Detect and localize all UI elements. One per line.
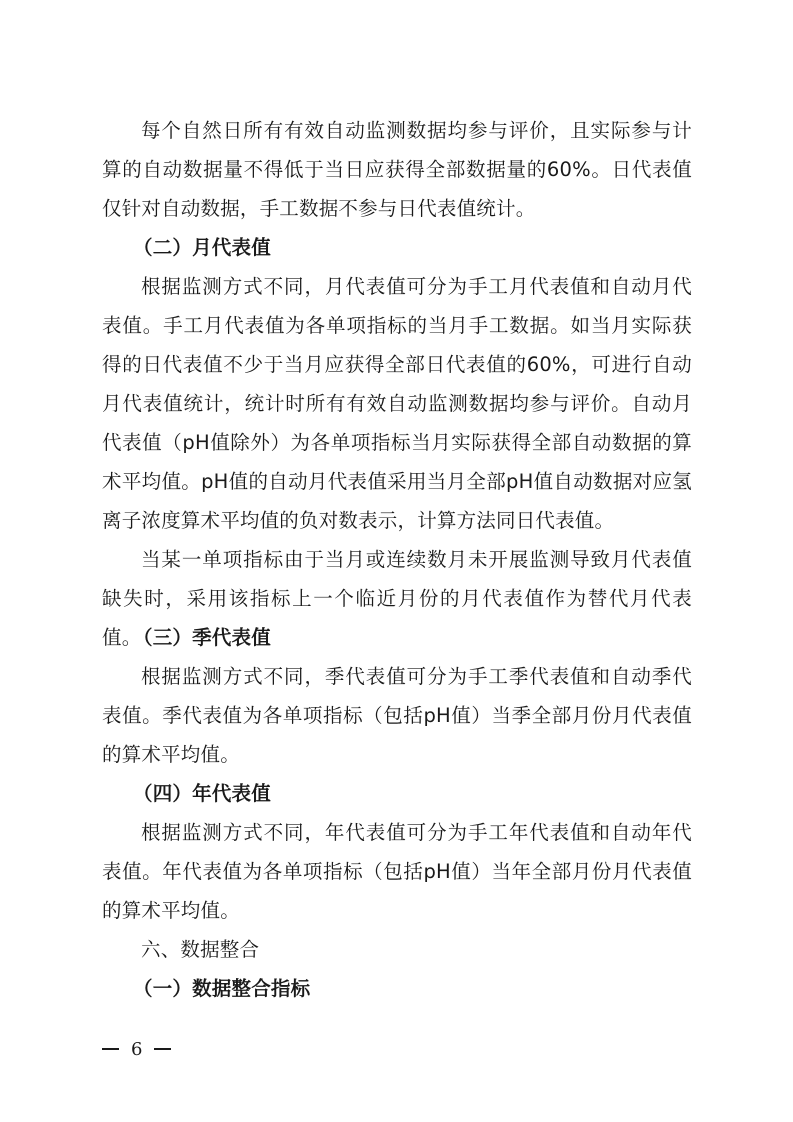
paragraph-daily-evaluation: 每个自然日所有有效自动监测数据均参与评价，且实际参与计算的自动数据量不得低于当日应获得全部数据量的60%。日代表值仅针对自动数据，手工数据不参与日代表值统计。 bbox=[102, 119, 692, 220]
heading-quarterly-value: （三）季代表值 bbox=[133, 626, 271, 649]
heading-monthly-value: （二）月代表值 bbox=[133, 236, 271, 259]
page-number-value: 6 bbox=[131, 1038, 143, 1060]
page-number-left-dash bbox=[102, 1048, 119, 1050]
page-number bbox=[102, 1034, 171, 1064]
heading-data-integration-indicators: （一）数据整合指标 bbox=[133, 977, 311, 1000]
paragraph-missing-monthly: 当某一单项指标由于当月或连续数月未开展监测导致月代表值缺失时，采用该指标上一个临近月份的月代表值作为替代月代表值。 bbox=[102, 548, 692, 649]
paragraph-quarterly-value: 根据监测方式不同，季代表值可分为手工季代表值和自动季代表值。季代表值为各单项指标（包括pH值）当季全部月份月代表值的算术平均值。 bbox=[102, 665, 692, 766]
page-number-right-dash bbox=[154, 1048, 171, 1050]
paragraph-monthly-value: 根据监测方式不同，月代表值可分为手工月代表值和自动月代表值。手工月代表值为各单项指标的当月手工数据。如当月实际获得的日代表值不少于当月应获得全部日代表值的60%，可进行自动月代表值统计，统计时所有有效自动监测数据均参与评价。自动月代表值（pH值除外）为各单项指标当月实际获得全部自动数据的算术平均值。pH值的自动月代表值采用当月全部pH值自动数据对应氢离子浓度算术平均值的负对数表示，计算方法同日代表值。 bbox=[102, 275, 692, 532]
section-title-data-integration: 六、数据整合 bbox=[141, 938, 260, 961]
paragraph-annual-value: 根据监测方式不同，年代表值可分为手工年代表值和自动年代表值。年代表值为各单项指标（包括pH值）当年全部月份月代表值的算术平均值。 bbox=[102, 821, 692, 922]
heading-annual-value: （四）年代表值 bbox=[133, 782, 271, 805]
